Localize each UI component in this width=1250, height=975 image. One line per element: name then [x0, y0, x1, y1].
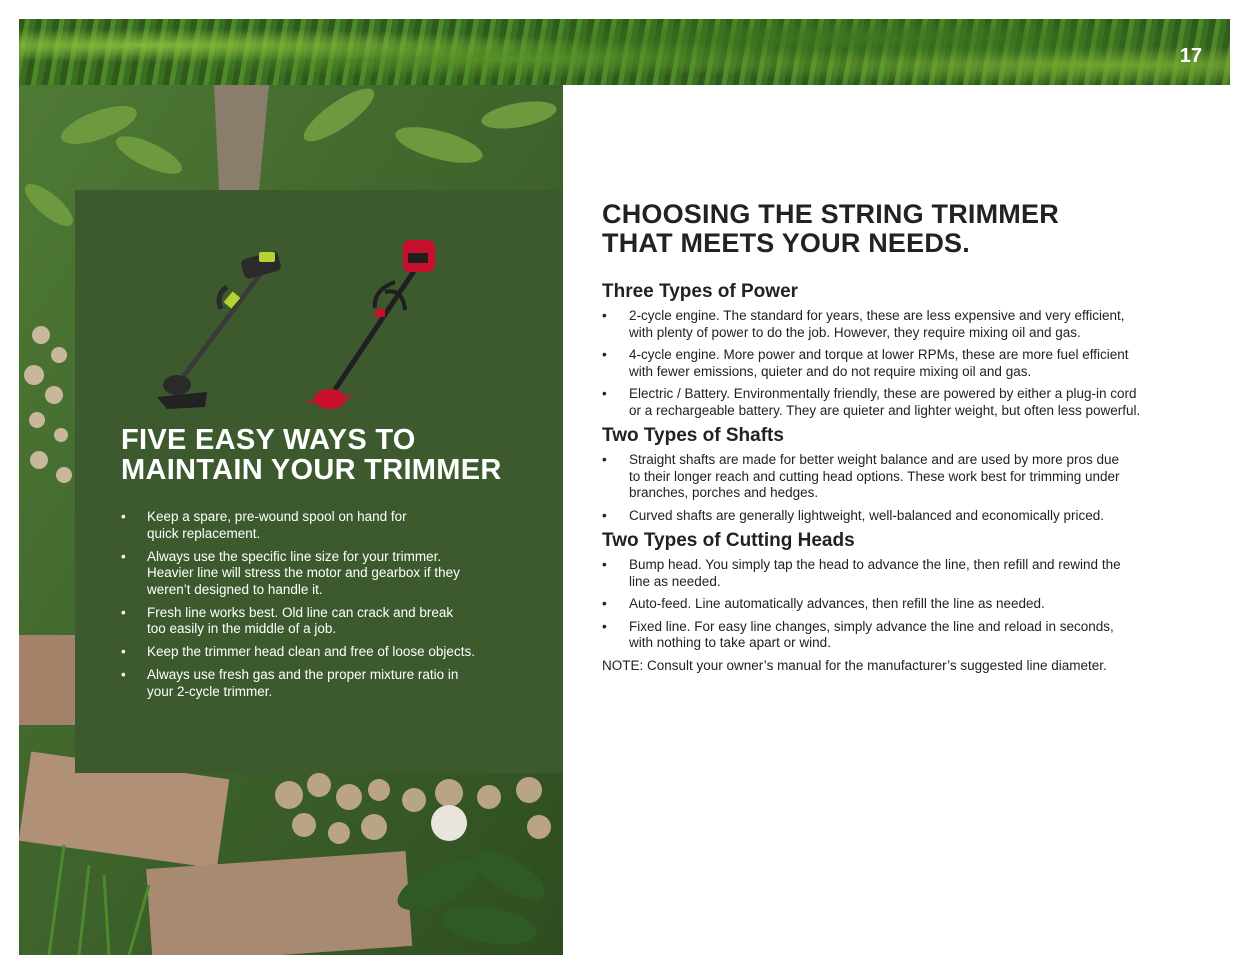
section-heading-shafts: Two Types of Shafts — [602, 425, 784, 446]
list-item-line: branches, porches and hedges. — [629, 485, 819, 500]
list-item-line: Curved shafts are generally lightweight, well-balanced and economically priced. — [629, 507, 1105, 523]
page-title-line1: CHOOSING THE STRING TRIMMER — [602, 199, 1059, 229]
page-title — [602, 200, 1202, 258]
tip-item — [121, 667, 531, 700]
tip-line: too easily in the middle of a job. — [147, 621, 337, 636]
tip-item — [121, 509, 531, 542]
tip-line: your 2-cycle trimmer. — [147, 683, 273, 699]
list-item — [602, 386, 1202, 419]
list-item-line: 4-cycle engine. More power and torque at lower RPMs, these are more fuel efficient — [629, 347, 1129, 362]
list-item-line: Auto-feed. Line automatically advances, then refill the line as needed. — [629, 596, 1045, 611]
bullet-marker: • — [602, 507, 607, 523]
gas-string-trimmer-image — [295, 237, 445, 412]
maintenance-title-line1: FIVE EASY WAYS TO — [121, 424, 416, 456]
list-item — [602, 619, 1202, 652]
list-item — [602, 452, 1202, 502]
section-heading-cutting-heads: Two Types of Cutting Heads — [602, 530, 855, 551]
tip-line: Heavier line will stress the motor and gearbox if they — [147, 565, 460, 580]
list-item — [602, 508, 1202, 525]
bullet-marker: • — [602, 596, 607, 611]
bullet-marker: • — [121, 644, 126, 659]
tip-line: weren’t designed to handle it. — [147, 581, 323, 597]
section-heading-power: Three Types of Power — [602, 281, 799, 302]
list-item-line: Fixed line. For easy line changes, simply advance the line and reload in seconds, — [629, 618, 1114, 634]
line-diameter-note: NOTE: Consult your owner’s manual for the manufacturer’s suggested line diameter. — [602, 657, 1107, 673]
page-number: 17 — [1179, 45, 1202, 67]
power-types-list — [602, 308, 1202, 419]
maintenance-title-line2: MAINTAIN YOUR TRIMMER — [121, 454, 502, 486]
tip-line: Keep the trimmer head clean and free of loose objects. — [147, 644, 475, 659]
list-item-line: Bump head. You simply tap the head to advance the line, then refill and rewind the — [629, 557, 1121, 572]
list-item-line: 2-cycle engine. The standard for years, these are less expensive and very efficient, — [629, 308, 1125, 323]
bullet-marker: • — [602, 618, 607, 634]
tip-line: Fresh line works best. Old line can crack and break — [147, 604, 454, 620]
tip-line: Keep a spare, pre-wound spool on hand for — [147, 509, 407, 524]
list-item-line: to their longer reach and cutting head options. These work best for trimming under — [629, 468, 1120, 484]
bullet-marker: • — [602, 308, 607, 323]
tip-item — [121, 644, 531, 661]
list-item — [602, 557, 1202, 590]
list-item-line: with nothing to take apart or wind. — [629, 635, 831, 650]
bullet-marker: • — [121, 548, 126, 564]
page-title-line2: THAT MEETS YOUR NEEDS. — [602, 228, 970, 258]
list-item-line: Electric / Battery. Environmentally friendly, these are powered by either a plug-in cord — [629, 386, 1137, 401]
list-item-line: with fewer emissions, quieter and do not require mixing oil and gas. — [629, 363, 1032, 379]
buying-guide-column — [602, 200, 1202, 674]
bullet-marker: • — [602, 347, 607, 362]
list-item — [602, 308, 1202, 341]
bullet-marker: • — [121, 667, 126, 682]
maintenance-title — [121, 425, 541, 485]
bullet-marker: • — [602, 386, 607, 401]
bullet-marker: • — [121, 604, 126, 620]
bullet-marker: • — [602, 557, 607, 572]
list-item-line: with plenty of power to do the job. However, they require mixing oil and gas. — [629, 324, 1081, 340]
header-foliage-banner — [19, 19, 1230, 85]
list-item-line: line as needed. — [629, 573, 721, 589]
tip-item — [121, 605, 531, 638]
battery-string-trimmer-image — [147, 247, 297, 412]
tip-item — [121, 549, 531, 599]
bullet-marker: • — [602, 452, 607, 467]
list-item-line: Straight shafts are made for better weight balance and are used by more pros due — [629, 452, 1120, 467]
list-item-line: or a rechargeable battery. They are quieter and lighter weight, but often less powerful. — [629, 402, 1141, 418]
bullet-marker: • — [121, 509, 126, 524]
shaft-types-list — [602, 452, 1202, 524]
maintenance-tips-list — [121, 509, 531, 707]
tip-line: Always use the specific line size for your trimmer. — [147, 548, 442, 564]
tip-line: Always use fresh gas and the proper mixture ratio in — [147, 667, 459, 682]
list-item — [602, 596, 1202, 613]
cutting-head-types-list — [602, 557, 1202, 652]
tip-line: quick replacement. — [147, 525, 261, 541]
list-item — [602, 347, 1202, 380]
